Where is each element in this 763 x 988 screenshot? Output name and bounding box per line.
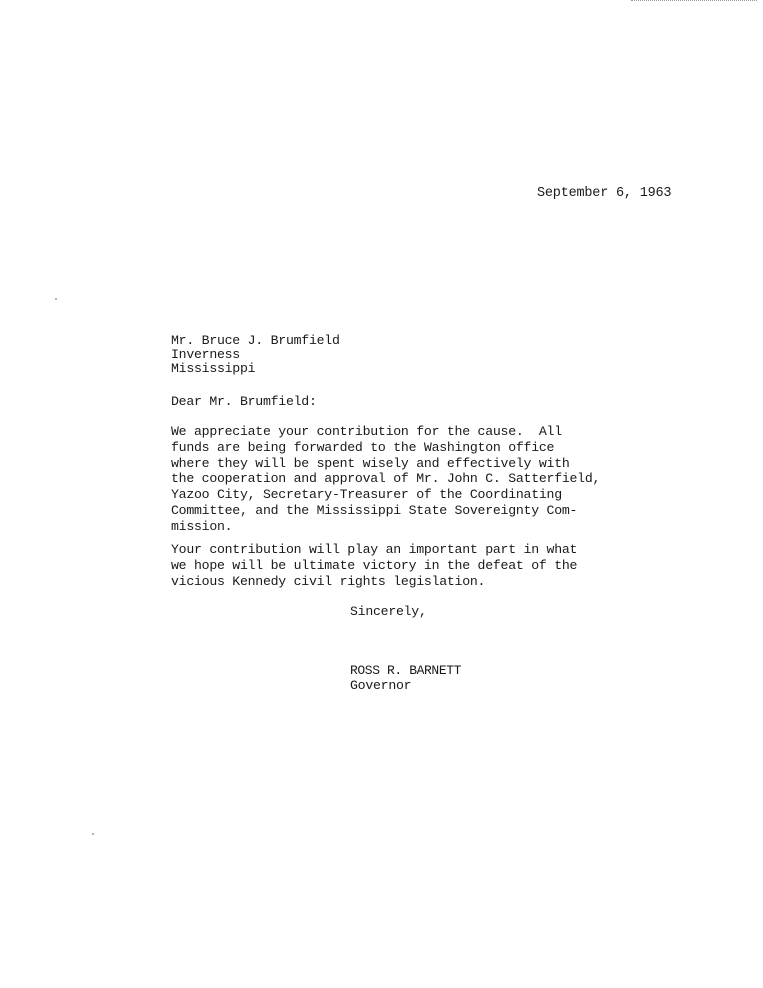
- scan-speck: [55, 298, 57, 300]
- closing: Sincerely,: [350, 604, 427, 619]
- signature-name: ROSS R. BARNETT: [350, 663, 462, 678]
- recipient-city: Inverness: [171, 347, 240, 362]
- body-paragraph-1: We appreciate your contribution for the cause. All funds are being forwarded to the Washington office where they will be spent wisely and effectively with the cooperation and approval of Mr. John C. Satterfield, Yazoo City, Secretary-Treasurer of the Coordinating Committee, and the Mississippi State Sovereignty Com- mission.: [171, 424, 601, 534]
- recipient-name: Mr. Bruce J. Brumfield: [171, 333, 340, 348]
- signature-title: Governor: [350, 678, 412, 693]
- scan-speck: [92, 833, 94, 835]
- body-paragraph-2: Your contribution will play an important part in what we hope will be ultimate victory in the defeat of the vicious Kennedy civil rights legislation.: [171, 542, 578, 589]
- recipient-state: Mississippi: [171, 361, 256, 376]
- letter-date: September 6, 1963: [537, 186, 672, 201]
- scan-edge-marks: [631, 0, 757, 3]
- salutation: Dear Mr. Brumfield:: [171, 394, 317, 409]
